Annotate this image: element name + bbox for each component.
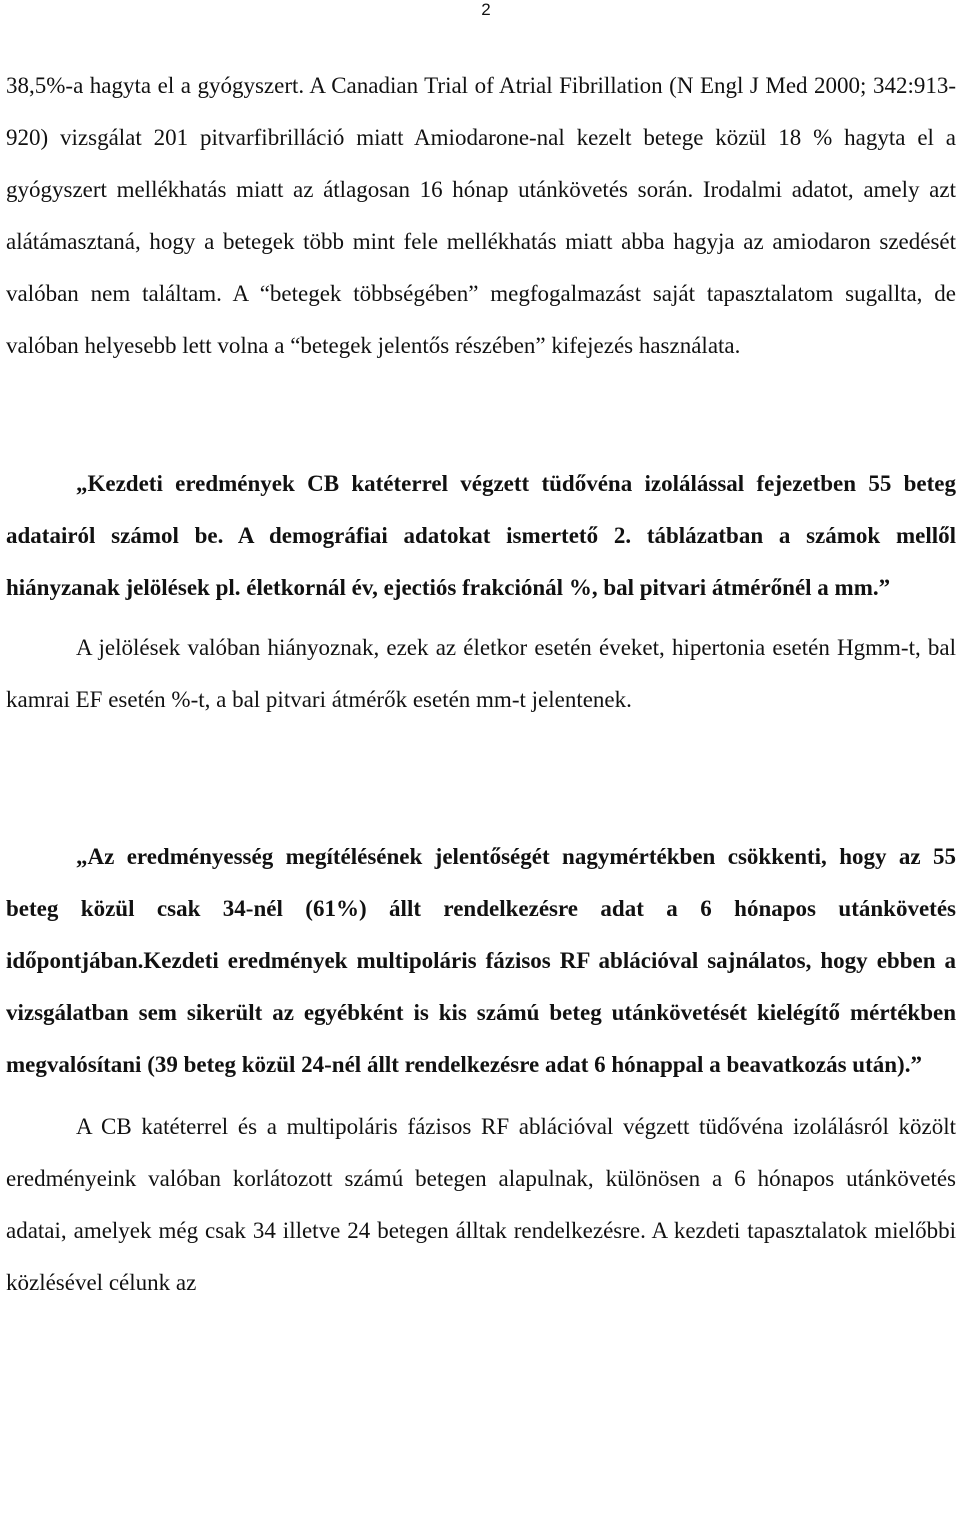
reviewer-quote-follow-up: „Az eredményesség megítélésének jelentőségét nagymértékben csökkenti, hogy az 55 beteg közül csak 34-nél (61%) állt rendelkezésre adat a 6 hónapos utánkövetés időpontjában.Kezdeti eredmények multipoláris fázisos RF ablációval sajnálatos, hogy ebben a vizsgálatban sem sikerült az egyébként is kis számú beteg utánkövetését kielégítő mértékben megvalósítani (39 beteg közül 24-nél állt rendelkezésre adat 6 hónappal a beavatkozás után).” — [6, 844, 956, 1077]
spacer — [6, 372, 956, 458]
reviewer-quote-cb-catheter: „Kezdeti eredmények CB katéterrel végzett tüdővéna izolálással fejezetben 55 beteg adatairól számol be. A demográfiai adatokat ismertető 2. táblázatban a számok mellől hiányzanak jelölések pl. életkornál év, ejectiós frakciónál %, bal pitvari átmérőnél a mm.” — [6, 471, 956, 600]
spacer — [6, 726, 956, 831]
spacer — [6, 1091, 956, 1101]
spacer — [6, 614, 956, 622]
response-limited-patients: A CB katéterrel és a multipoláris fázisos RF ablációval végzett tüdővéna izolálásról közölt eredményeink valóban korlátozott számú betegen alapulnak, különösen a 6 hónapos utánkövetés adatai, amelyek még csak 34 illetve 24 betegen álltak rendelkezésre. A kezdeti tapasztalatok mielőbbi közlésével célunk az — [6, 1114, 956, 1295]
page-number: 2 — [481, 0, 491, 19]
response-markings: A jelölések valóban hiányoznak, ezek az életkor esetén éveket, hipertonia esetén Hgmm-t, bal kamrai EF esetén %-t, a bal pitvari átmérők esetén mm-t jelentenek. — [6, 635, 956, 712]
paragraph-amiodarone: 38,5%-a hagyta el a gyógyszert. A Canadian Trial of Atrial Fibrillation (N Engl J Med 2000; 342:913-920) vizsgálat 201 pitvarfibrilláció miatt Amiodarone-nal kezelt betege közül 18 % hagyta el a gyógyszert mellékhatás miatt az átlagosan 16 hónap utánkövetés során. Irodalmi adatot, amely azt alátámasztaná, hogy a betegek több mint fele mellékhatás miatt abba hagyja az amiodaron szedését valóban nem találtam. A “betegek többségében” megfogalmazást saját tapasztalatom sugallta, de valóban helyesebb lett volna a “betegek jelentős részében” kifejezés használata. — [6, 73, 956, 358]
document-body — [6, 60, 956, 1309]
